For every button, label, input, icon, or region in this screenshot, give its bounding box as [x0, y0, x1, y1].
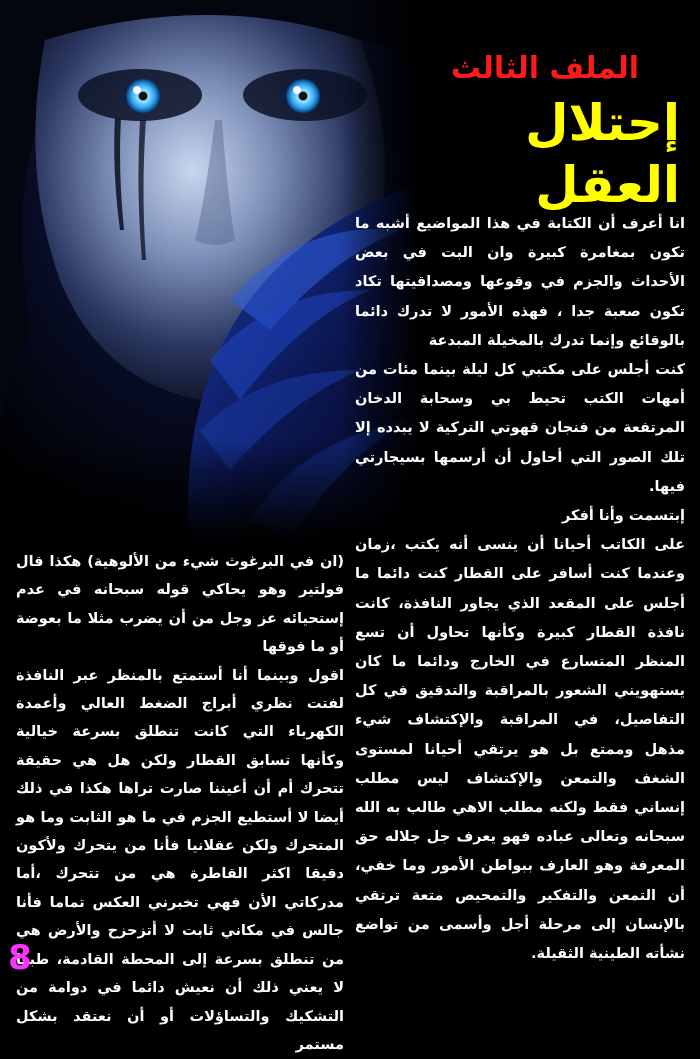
page-number: 8	[8, 938, 32, 978]
article-heading	[380, 50, 680, 216]
paragraph: انا أعرف أن الكتابة في هذا المواضيع أشبه ما تكون بمغامرة كبيرة وان البت في بعض الأحداث والجزم في وقوعها ومصداقيتها تكاد تكون صعبة جدا ، فهذه الأمور لا تدرك دائما بالوقائع وإنما تدرك بالمخيلة المبدعة	[355, 216, 685, 349]
right-eye-icon	[286, 79, 320, 113]
right-text-column	[355, 210, 685, 969]
left-text-column	[16, 548, 344, 1059]
paragraph: (ان في البرغوث شيء من الألوهية) هكذا قال فولتير وهو يحاكي قوله سبحانه في عدم إستحيائه عز وجل من أن يضرب مثلا ما بعوضة أو ما فوقها	[16, 554, 344, 656]
paragraph: اقول وبينما أنا أستمتع بالمنظر عبر النافذة لفتت نظري أبراج الضغط العالي وأعمدة الكهرباء التي كانت تنطلق بسرعة خيالية وكأنها تسابق القطار ولكن هل هي حقيقة تتحرك أم أن أعيننا صارت تراها هكذا في ذلك أيضا لا أستطيع الجزم في ما هو الثابت وما هو المتحرك ولكن عقلانيا فأنا من يتحرك ولأكون دقيقا اكثر القاطرة هي من تتحرك ،أما مدركاتي الأن فهي تخبرني العكس تماما فأنا جالس في مكاني ثابت لا أتزحزح والأرض هي من تنطلق بسرعة إلى المحطة القادمة، طبعا لا يعني ذلك أن نعيش دائما في دوامة من التشكيك والتساؤلات أو أن نعتقد بشكل مستمر	[16, 667, 344, 1053]
section-kicker: الملف الثالث	[450, 51, 640, 86]
left-eye-icon	[126, 79, 160, 113]
paragraph: على الكاتب أحيانا أن ينسى أنه يكتب ،زمان وعندما كنت أسافر على القطار كنت دائما ما أجلس على المقعد الذي يجاور النافذة، كانت نافذة القطار كبيرة وكأنها تحاول أن تسع المنظر المتسارع في الخارج ودائما ما كان يستهويني الشعور بالمراقبة والتدقيق في كل التفاصيل، في المراقبة والإكتشاف شيء مذهل وممتع بل هو يرتقي أحيانا لمستوى الشغف والتمعن والإكتشاف ليس مطلب إنساني فقط ولكنه مطلب الاهي طالب به الله سبحانه وتعالى عباده فهو يعرف جل جلاله حق المعرفة وهو العارف ببواطن الأمور وما خفي، أن التمعن والتفكير والتمحيص متعة ترتقي بالإنسان إلى مرحلة أجل وأسمى من تواضع نشأته الطينية الثقيلة.	[355, 537, 685, 963]
article-title: إحتلال العقل	[525, 94, 680, 214]
paragraph: إبتسمت وأنا أفكر	[561, 508, 685, 525]
paragraph: كنت أجلس على مكتبي كل ليلة بينما مئات من أمهات الكتب تحيط بي وسحابة الدخان المرتفعة من فنجان قهوتي التركية لا يبدده إلا تلك الصور التي أحاول أن أرسمها بسيجارتي فيها.	[355, 362, 685, 495]
